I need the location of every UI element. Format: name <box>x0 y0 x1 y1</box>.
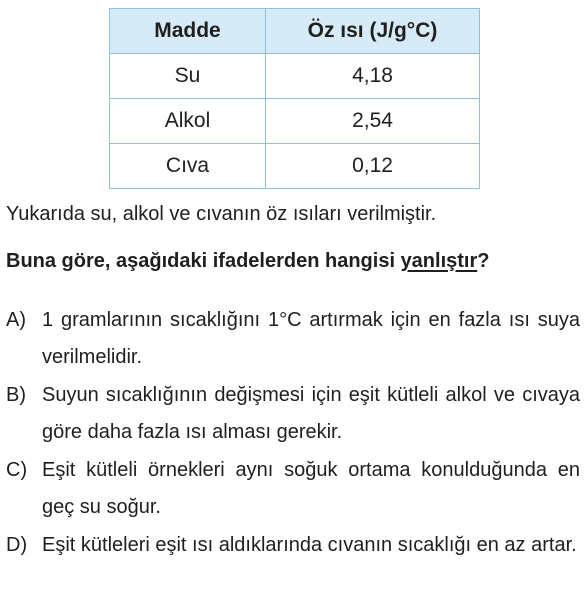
table-row <box>110 99 480 144</box>
cell-specific-heat: 0,12 <box>266 144 480 189</box>
intro-text: Yukarıda su, alkol ve cıvanın öz ısıları verilmiştir. <box>6 203 437 225</box>
answer-options <box>6 302 580 565</box>
cell-substance: Su <box>110 54 266 99</box>
option-text: Suyun sıcaklığının değişmesi için eşit kütleli alkol ve cıvaya göre daha fazla ısı alması gerekir. <box>42 384 580 443</box>
cell-substance: Cıva <box>110 144 266 189</box>
option-letter: C) <box>6 459 28 481</box>
option-b[interactable] <box>6 377 580 451</box>
option-c[interactable] <box>6 452 580 526</box>
question-underlined-word: yanlıştır <box>400 250 478 272</box>
table-row <box>110 54 480 99</box>
cell-substance: Alkol <box>110 99 266 144</box>
question-prefix: Buna göre, aşağıdaki ifadelerden hangisi <box>6 250 401 272</box>
cell-specific-heat: 2,54 <box>266 99 480 144</box>
option-letter: B) <box>6 384 26 406</box>
table-row <box>110 144 480 189</box>
option-letter: D) <box>6 534 28 556</box>
specific-heat-table <box>109 8 480 189</box>
option-d[interactable] <box>6 527 580 564</box>
cell-specific-heat: 4,18 <box>266 54 480 99</box>
option-letter: A) <box>6 309 26 331</box>
option-text: Eşit kütleli örnekleri aynı soğuk ortama konulduğunda en geç su soğur. <box>42 459 580 518</box>
question-text <box>6 250 489 273</box>
table-header-row <box>110 9 480 54</box>
option-text: Eşit kütleleri eşit ısı aldıklarında cıvanın sıcaklığı en az artar. <box>42 534 577 556</box>
specific-heat-table-container <box>109 8 479 189</box>
header-specific-heat: Öz ısı (J/g°C) <box>266 9 480 54</box>
question-suffix: ? <box>477 250 490 272</box>
option-a[interactable] <box>6 302 580 376</box>
header-substance: Madde <box>110 9 266 54</box>
option-text: 1 gramlarının sıcaklığını 1°C artırmak için en fazla ısı suya verilmelidir. <box>42 309 580 368</box>
